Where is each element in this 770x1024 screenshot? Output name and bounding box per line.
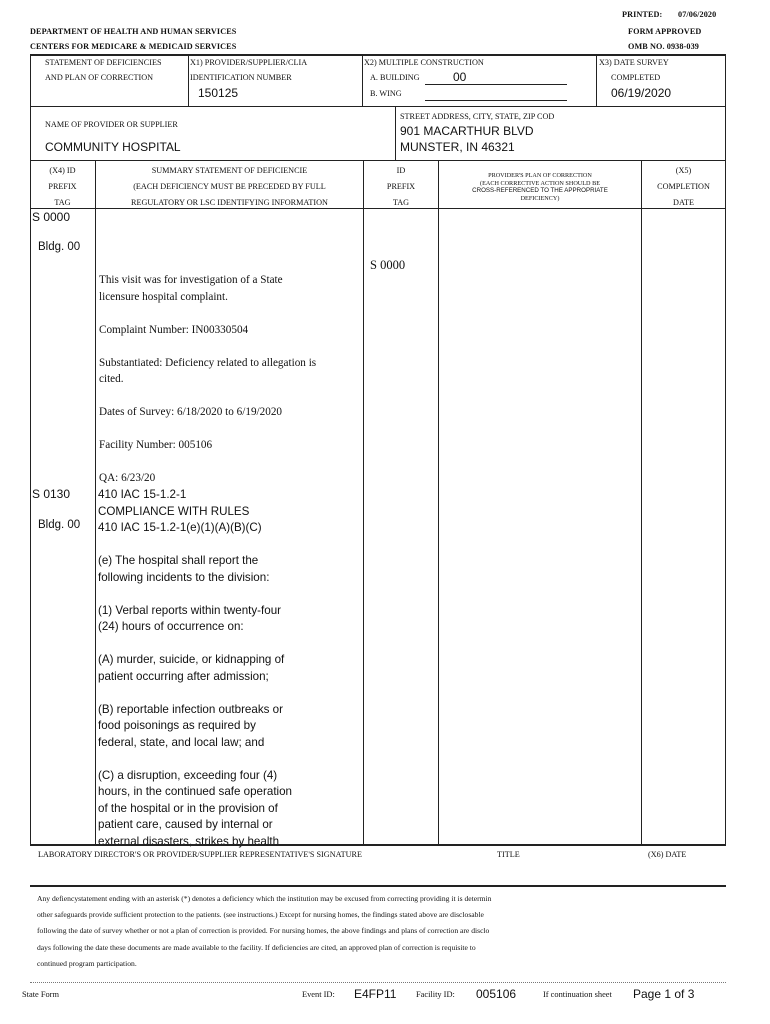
summary-line: of the hospital or in the provision of xyxy=(98,801,278,815)
summary-line: (24) hours of occurrence on: xyxy=(98,620,244,633)
tag-s0000: S 0000 xyxy=(32,210,71,224)
multiple-construction-label: X2) MULTIPLE CONSTRUCTION xyxy=(364,58,484,67)
footnote-line: continued program participation. xyxy=(37,958,137,968)
summary-line: QA: 6/23/20 xyxy=(99,472,156,484)
address-label: STREET ADDRESS, CITY, STATE, ZIP COD xyxy=(400,112,555,121)
col-x4-id: (X4) ID xyxy=(49,166,76,175)
col-x4-tag: TAG xyxy=(54,198,71,207)
col-divider-4 xyxy=(641,161,642,845)
footnote-line: following the date of survey whether or not a plan of correction is provided. For nursing homes, the above findings and plans of correction are disclo xyxy=(37,926,490,936)
summary-line xyxy=(98,537,360,554)
printed-date: 07/06/2020 xyxy=(678,10,717,19)
col-completion: COMPLETION xyxy=(657,182,710,191)
right-border xyxy=(725,55,726,845)
summary-line: (e) The hospital shall report the xyxy=(98,554,259,567)
footnote-line: Any defiencystatement ending with an asterisk (*) denotes a deficiency which the institution may be excused from correcting providing it is determin xyxy=(37,894,492,903)
col-summary-line3: REGULATORY OR LSC IDENTIFYING INFORMATION xyxy=(131,198,328,207)
summary-line: following incidents to the division: xyxy=(98,570,270,584)
summary-line: patient occurring after admission; xyxy=(98,669,269,683)
tag-s0000-right: S 0000 xyxy=(370,258,406,272)
completed-label: COMPLETED xyxy=(611,73,661,82)
address-line1: 901 MACARTHUR BLVD xyxy=(400,124,534,138)
omb-number: OMB NO. 0938-039 xyxy=(628,42,699,51)
col-summary-line2: (EACH DEFICIENCY MUST BE PRECEDED BY FULL xyxy=(133,182,326,191)
wing-label: B. WING xyxy=(370,89,402,98)
summary-line: (1) Verbal reports within twenty-four xyxy=(98,603,281,617)
summary-line: licensure hospital complaint. xyxy=(99,290,228,303)
summary-line xyxy=(98,685,360,702)
summary-line: cited. xyxy=(99,373,124,385)
col-divider-3 xyxy=(438,161,439,845)
provider-name-label: NAME OF PROVIDER OR SUPPLIER xyxy=(45,120,178,129)
provider-id-value: 150125 xyxy=(198,86,239,100)
facility-id-value: 005106 xyxy=(476,987,517,1001)
building-label: A. BUILDING xyxy=(370,73,420,82)
summary-line: Dates of Survey: 6/18/2020 to 6/19/2020 xyxy=(99,406,283,418)
col-summary-title: SUMMARY STATEMENT OF DEFICIENCIE xyxy=(151,166,308,175)
col-divider-2 xyxy=(363,161,364,845)
continuation-label: If continuation sheet xyxy=(543,990,612,999)
title-label: TITLE xyxy=(497,850,520,859)
summary-line: (B) reportable infection outbreaks or xyxy=(98,702,283,716)
summary-line: federal, state, and local law; and xyxy=(98,735,265,749)
summary-line: patient care, caused by internal or xyxy=(98,818,273,831)
address-line2: MUNSTER, IN 46321 xyxy=(400,140,515,154)
summary-line xyxy=(99,338,361,355)
survey-date-value: 06/19/2020 xyxy=(611,86,672,100)
summary-line xyxy=(98,636,360,653)
table-top-border xyxy=(30,54,726,56)
summary-line xyxy=(98,586,360,603)
summary-line: 410 IAC 15-1.2-1 xyxy=(98,488,187,501)
summary-line: (C) a disruption, exceeding four (4) xyxy=(98,768,278,782)
state-form-label: State Form xyxy=(22,990,59,999)
summary-block-1 xyxy=(99,272,361,487)
x6-date-label: (X6) DATE xyxy=(648,850,687,859)
centers-title: CENTERS FOR MEDICARE & MEDICAID SERVICES xyxy=(30,42,237,51)
summary-line xyxy=(99,421,361,438)
form-approved: FORM APPROVED xyxy=(628,27,702,36)
summary-line: 410 IAC 15-1.2-1(e)(1)(A)(B)(C) xyxy=(98,521,262,534)
summary-line: Complaint Number: IN00330504 xyxy=(99,323,249,336)
col-divider-1 xyxy=(95,161,96,845)
date-survey-label: X3) DATE SURVEY xyxy=(599,58,669,67)
summary-line: external disasters, strikes by health xyxy=(98,834,280,848)
event-id-value: E4FP11 xyxy=(354,987,397,1001)
col-date: DATE xyxy=(673,198,694,207)
col-id-tag: TAG xyxy=(392,198,410,207)
bldg-00-second: Bldg. 00 xyxy=(38,519,81,531)
provider-name: COMMUNITY HOSPITAL xyxy=(45,140,181,154)
department-title: DEPARTMENT OF HEALTH AND HUMAN SERVICES xyxy=(30,27,237,36)
summary-line: COMPLIANCE WITH RULES xyxy=(98,504,250,518)
footnote-line: other safeguards provide sufficient protection to the patients. (see instructions.) Except for nursing homes, the findings stated above are disclosable xyxy=(37,910,484,920)
col-x5: (X5) xyxy=(675,166,692,175)
footnote-line: days following the date these documents are made available to the facility. If deficiencies are cited, an approved plan of correction is requisite to xyxy=(37,942,476,952)
col-id: ID xyxy=(396,166,406,175)
summary-block-2 xyxy=(98,487,360,850)
footnote-disclaimer xyxy=(37,891,727,972)
summary-line: Facility Number: 005106 xyxy=(99,439,213,451)
summary-line: food poisonings as required by xyxy=(98,719,256,732)
signature-label: LABORATORY DIRECTOR'S OR PROVIDER/SUPPLIER REPRESENTATIVE'S SIGNATURE xyxy=(38,850,362,859)
summary-line xyxy=(99,305,361,322)
summary-line xyxy=(99,388,361,405)
event-id-label: Event ID: xyxy=(302,990,335,999)
summary-line: (A) murder, suicide, or kidnapping of xyxy=(98,653,285,666)
page-number: Page 1 of 3 xyxy=(633,987,695,1001)
facility-id-label: Facility ID: xyxy=(416,990,455,999)
col-plan-of-correction: PROVIDER'S PLAN OF CORRECTION (EACH CORRECTIVE ACTION SHOULD BE CROSS-REFERENCED TO THE APPROPRIATE DEFICIENCY) xyxy=(472,172,608,202)
tag-s0130: S 0130 xyxy=(32,487,71,501)
col-id-prefix: PREFIX xyxy=(386,182,416,191)
bldg-00-first: Bldg. 00 xyxy=(38,241,81,253)
building-value: 00 xyxy=(453,70,467,84)
summary-line: Substantiated: Deficiency related to allegation is xyxy=(99,356,317,369)
summary-line xyxy=(98,751,360,768)
statement-label: STATEMENT OF DEFICIENCIES xyxy=(45,58,162,67)
plan-label: AND PLAN OF CORRECTION xyxy=(45,73,154,82)
summary-line xyxy=(99,454,361,471)
summary-line: hours, in the continued safe operation xyxy=(98,785,293,798)
identification-label: IDENTIFICATION NUMBER xyxy=(190,73,292,82)
provider-id-label: X1) PROVIDER/SUPPLIER/CLIA xyxy=(190,58,308,67)
col-x4-prefix: PREFIX xyxy=(48,182,77,191)
summary-line: This visit was for investigation of a State xyxy=(99,274,283,286)
printed-label: PRINTED: xyxy=(622,10,663,19)
